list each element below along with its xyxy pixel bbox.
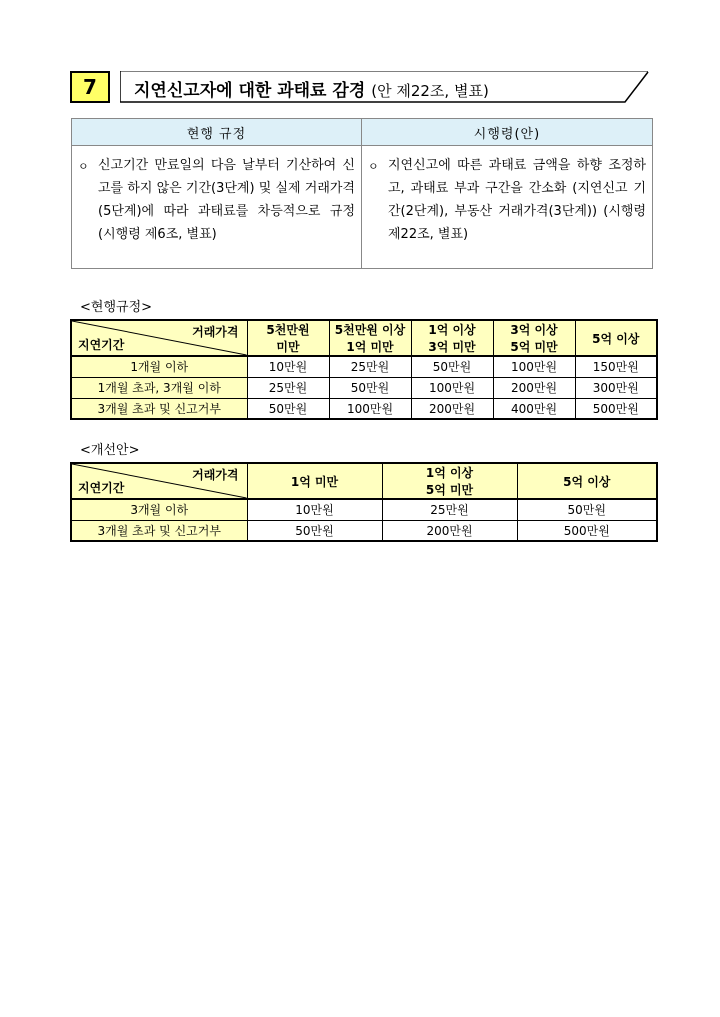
column-header: 3억 이상 5억 미만: [493, 320, 575, 356]
table-row: [71, 398, 657, 419]
fee-cell: 50만원: [517, 499, 657, 520]
proposed-rule-text: 지연신고에 따른 과태료 금액을 하향 조정하고, 과태료 부과 구간을 간소화 (지연신고 기간(2단계), 부동산 거래가격(3단계)) (시행령 제22조, 별표): [388, 158, 646, 242]
fee-cell: 400만원: [493, 398, 575, 419]
fee-cell: 300만원: [575, 377, 657, 398]
fee-cell: 200만원: [493, 377, 575, 398]
bullet-circle-icon: ㅇ: [78, 160, 89, 173]
current-diagonal-header: [71, 320, 247, 356]
section-title: [134, 76, 489, 101]
fee-cell: 50만원: [411, 356, 493, 377]
table-row: [71, 377, 657, 398]
table-row: [71, 499, 657, 520]
column-header: 5억 이상: [575, 320, 657, 356]
fee-cell: 100만원: [411, 377, 493, 398]
column-header: 1억 이상 5억 미만: [382, 463, 517, 499]
row-label: 3개월 이하: [71, 499, 247, 520]
fee-cell: 25만원: [329, 356, 411, 377]
fee-cell: 200만원: [411, 398, 493, 419]
current-fee-table: [70, 319, 658, 420]
current-rule-header: 현행 규정: [72, 119, 362, 146]
price-axis-label: 거래가격: [192, 468, 239, 482]
fee-cell: 25만원: [247, 377, 329, 398]
proposed-rule-header: 시행령(안): [362, 119, 653, 146]
bullet-circle-icon: ㅇ: [368, 160, 379, 173]
proposed-table-caption: <개선안>: [80, 443, 140, 458]
proposed-rule-cell: [362, 146, 653, 269]
section-title-box: [120, 71, 650, 103]
row-label: 1개월 이하: [71, 356, 247, 377]
fee-cell: 50만원: [247, 398, 329, 419]
proposed-fee-table: [70, 462, 658, 542]
column-header: 1억 미만: [247, 463, 382, 499]
fee-cell: 50만원: [247, 520, 382, 541]
fee-cell: 100만원: [329, 398, 411, 419]
fee-cell: 500만원: [517, 520, 657, 541]
column-header: 5천만원 이상 1억 미만: [329, 320, 411, 356]
current-rule-text: 신고기간 만료일의 다음 날부터 기산하여 신고를 하지 않은 기간(3단계) 및 실제 거래가격(5단계)에 따라 과태료를 차등적으로 규정 (시행령 제6조, 별표): [98, 158, 355, 242]
section-title-text: 지연신고자에 대한 과태료 감경: [134, 81, 366, 101]
row-label: 1개월 초과, 3개월 이하: [71, 377, 247, 398]
row-label: 3개월 초과 및 신고거부: [71, 398, 247, 419]
comparison-table: [71, 118, 653, 269]
column-header: 1억 이상 3억 미만: [411, 320, 493, 356]
column-header: 5천만원 미만: [247, 320, 329, 356]
fee-cell: 25만원: [382, 499, 517, 520]
delay-axis-label: 지연기간: [78, 481, 125, 495]
fee-cell: 100만원: [493, 356, 575, 377]
fee-cell: 10만원: [247, 356, 329, 377]
column-header: 5억 이상: [517, 463, 657, 499]
fee-cell: 500만원: [575, 398, 657, 419]
section-header: [70, 68, 650, 106]
delay-axis-label: 지연기간: [78, 338, 125, 352]
table-row: [71, 520, 657, 541]
current-rule-cell: [72, 146, 362, 269]
row-label: 3개월 초과 및 신고거부: [71, 520, 247, 541]
price-axis-label: 거래가격: [192, 325, 239, 339]
fee-cell: 200만원: [382, 520, 517, 541]
fee-cell: 10만원: [247, 499, 382, 520]
section-ref: (안 제22조, 별표): [371, 82, 489, 100]
table-row: [71, 356, 657, 377]
fee-cell: 150만원: [575, 356, 657, 377]
current-table-caption: <현행규정>: [80, 300, 153, 315]
fee-cell: 50만원: [329, 377, 411, 398]
proposed-diagonal-header: [71, 463, 247, 499]
section-number: 7: [70, 71, 110, 103]
